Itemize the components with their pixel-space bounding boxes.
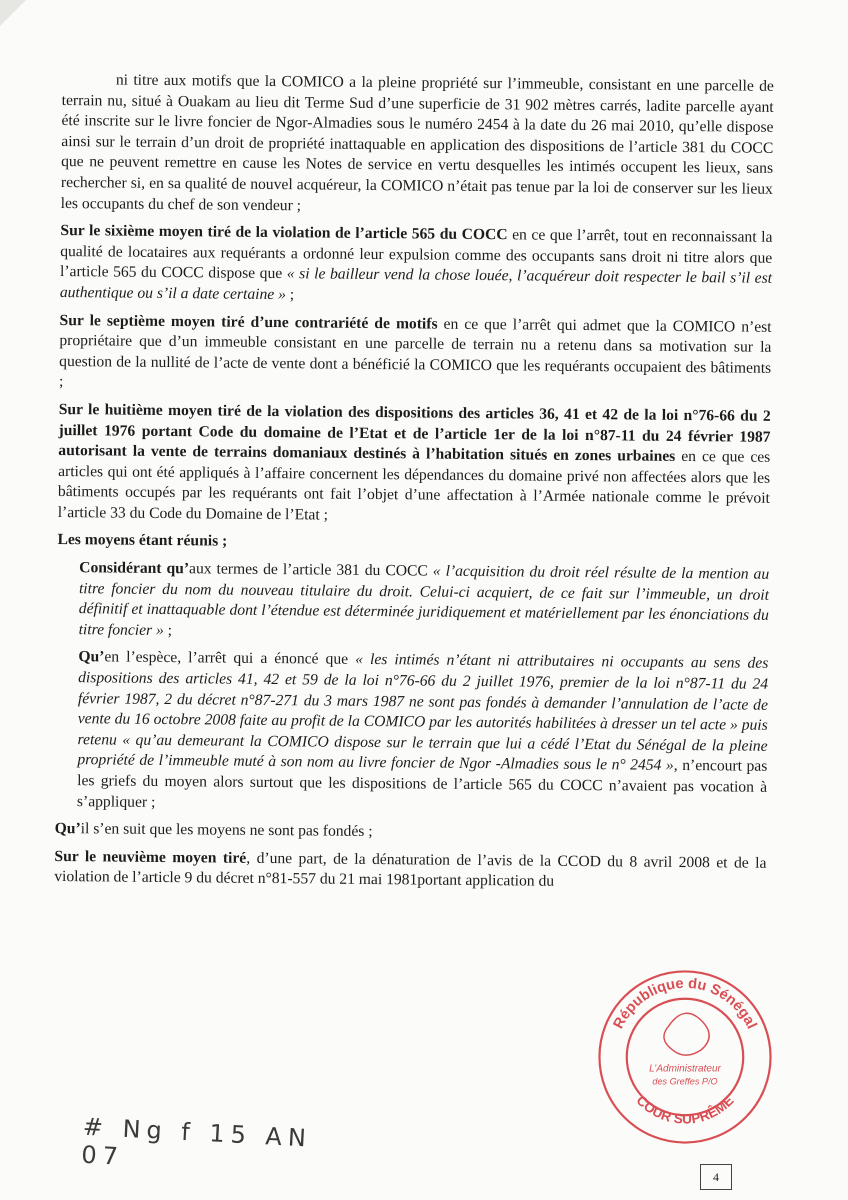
court-stamp [594, 966, 776, 1148]
paragraph-tail: ; [285, 286, 295, 304]
paragraph-text: en ce que ces articles qui ont été appliqués à l’affaire concernent les dépendances du domaine privé non affectées alors que les bâtiments occupés par les requérants ont fait l’objet d’une affectation à l’Armée nationale comme le prévoit l’article 33 du Code du Domaine de l’Etat ; [57, 447, 771, 524]
paragraph-text: en l’espèce, l’arrêt qui a énoncé que [104, 648, 356, 669]
stamp-bottom-text: COUR SUPRÊME [633, 1092, 737, 1127]
paragraph-grounds-joined [57, 530, 769, 557]
stamp-emblem-icon [664, 1013, 709, 1055]
paragraph-quote: « les intimés n’étant ni attributaires ni occupants au sens des dispositions des articles 41, 42 et 59 de la loi n°76-66 du 2 juillet 1976, premier de la loi n°87-11 du 24 février 1987, 2 du décret n°87-271 du 3 mars 1987 ne sont pas fondés à demander l’annulation de l’acte de vente du 16 octobre 2008 faite au profit de la COMICO par les autorités habilitées à dresser un tel acte » puis retenu « qu’au demeurant la COMICO dispose sur le terrain que lui a cédé l’Etat du Sénégal de la pleine propriété de l’immeuble muté à son nom au livre foncier de Ngor -Almadies sous le n° 2454 » [77, 651, 769, 775]
paragraph-text: en ce que l’arrêt, tout en reconnaissant la qualité de locataires aux requérants a ordonné leur expulsion comme des occupants sans droit ni titre alors que l’article 565 du COCC dispose que [59, 226, 773, 283]
paragraph-ninth-ground [54, 847, 766, 895]
paragraph-quote: « si le bailleur vend la chose louée, l’acquéreur doit respecter le bail s’il est authentique ou s’il a date certaine » [59, 265, 773, 304]
paragraph-considering [57, 558, 770, 647]
paragraph-text: aux termes de l’article 381 du COCC [188, 560, 433, 580]
page-number: 4 [700, 1164, 732, 1190]
paragraph-lead: Les moyens étant réunis ; [57, 531, 228, 551]
folded-corner [0, 0, 26, 26]
paragraph-lead: Qu’ [54, 820, 81, 838]
stamp-title-line: L’Administrateur [649, 1063, 721, 1075]
stamp-ring-text: République du Sénégal [610, 975, 760, 1032]
paragraph-eighth-ground [58, 400, 771, 530]
handwritten-annotation: # Ng f 15 AN 07 [80, 1112, 313, 1171]
paragraph-text: , d’une part, de la dénaturation de l’avis de la CCOD du 8 avril 2008 et de la violation de l’article 9 du décret n°81-557 du 21 mai 1981portant application du [54, 849, 767, 891]
paragraph-tail: ; [163, 621, 173, 639]
paragraph-lead: Sur le neuvième moyen tiré [54, 847, 247, 867]
stamp-outer-ring [599, 971, 770, 1142]
paragraph-lead: Qu’ [78, 648, 105, 666]
paragraph-text: en ce que l’arrêt qui admet que la COMICO n’est propriétaire que d’un immeuble consistant en une parcelle de terrain nu a retenu dans sa motivation sur la question de la nullité de l’acte de vente dont a bénéficié la COMICO que les requérants occupaient des bâtiments ; [58, 315, 772, 391]
paragraph-seventh-ground [59, 311, 772, 400]
paragraph-lead: Sur le septième moyen tiré d’une contrariété de motifs [59, 311, 438, 333]
paragraph-tail: , n’encourt pas les griefs du moyen alors surtout que les dispositions de l’article 565 du COCC n’avaient pas vocation à s’appliquer ; [76, 757, 768, 811]
paragraph-conclusion [55, 819, 767, 846]
stamp-inner-ring [627, 999, 743, 1115]
judgment-text [54, 70, 774, 902]
paragraph-sixth-ground [60, 221, 773, 310]
paragraph-in-the-case [55, 647, 769, 819]
paragraph-lead: Sur le sixième moyen tiré de la violation de l’article 565 du COCC [60, 222, 508, 244]
paragraph-lead: Considérant qu’ [79, 559, 190, 578]
paragraph-text: ni titre aux motifs que la COMICO a la pleine propriété sur l’immeuble, consistant en une parcelle de terrain nu, situé à Ouakam au lieu dit Terme Sud d’une superficie de 31 902 mètres carrés, ladite parcelle ayant été inscrite sur le livre foncier de Ngor-Almadies sous le numéro 2454 à la date du 26 mai 2010, qu’elle dispose ainsi sur le terrain d’un droit de propriété inattaquable en application des dispositions de l’article 381 du COCC que ne peuvent remettre en cause les Notes de service en vertu desquelles les intimés occupent les lieux, sans rechercher si, en sa qualité de nouvel acquéreur, la COMICO n’était pas tenue par la loi de conserver sur les lieux les occupants du chef de son vendeur ; [60, 71, 774, 214]
paragraph-1 [61, 70, 774, 221]
paragraph-text: il s’en suit que les moyens ne sont pas fondés ; [80, 820, 373, 841]
paragraph-lead: Sur le huitième moyen tiré de la violation des dispositions des articles 36, 41 et 42 de la loi n°76-66 du 2 juillet 1976 portant Code du domaine de l’Etat et de l’article 1er de la loi n°87-11 du 24 février 1987 autorisant la vente de terrains domaniaux destinés à l’habitation situés en zones urbaines [58, 400, 771, 465]
paragraph-quote: « l’acquisition du droit réel résulte de la mention au titre foncier du nom du nouveau titulaire du droit. Celui-ci acquiert, de ce fait sur l’immeuble, un droit définitif et inattaquable dont l’étendue est déterminée juridiquement et matériellement par les énonciations du titre foncier » [78, 562, 770, 639]
stamp-subtitle-line: des Greffes P/O [652, 1076, 718, 1087]
